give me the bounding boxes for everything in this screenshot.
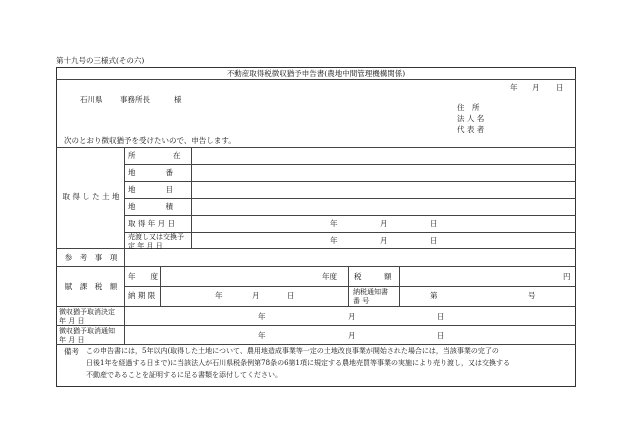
remarks-line-2: 日後1年を経過する日まで)に当該法人が石川県税条例第78条の6第1項に規定する農地売買等事業の実施により売り渡し，又は交換する: [86, 359, 510, 367]
remarks-line-3: 不動産であることを証明するに足る書類を添付してください。: [86, 371, 282, 379]
acquired-land-heading: 取 得 し た 土 地: [62, 192, 120, 201]
land-category-label: 地 目: [128, 185, 173, 194]
cancellation-notice-month: 月: [348, 331, 356, 340]
due-date-day: 日: [287, 291, 295, 300]
cancellation-decision-day: 日: [437, 312, 445, 321]
remarks-label: 備考: [64, 347, 79, 356]
form-title: 不動産取得税徴収猶予申告書(農地中間管理機構関係): [226, 69, 406, 78]
applicant-representative-label: 代 表 者: [457, 125, 485, 134]
submission-date-month: 月: [532, 83, 540, 92]
fiscal-year-label: 年 度: [128, 272, 158, 281]
sale-exchange-date-year: 年: [330, 236, 338, 245]
acquisition-date-month: 月: [380, 219, 388, 228]
notice-go: 号: [528, 291, 536, 300]
lot-number-label: 地 番: [128, 168, 173, 177]
fiscal-year-unit: 年度: [322, 272, 337, 281]
acquisition-date-label: 取 得 年 月 日: [128, 219, 176, 228]
addressee-office-head: 事務所長: [120, 95, 150, 104]
tax-amount-label: 税 額: [354, 272, 392, 281]
tax-notice-number-label: 納税通知書 番 号: [353, 288, 388, 305]
cancellation-notice-day: 日: [437, 331, 445, 340]
sale-exchange-date-day: 日: [430, 236, 438, 245]
land-area-label: 地 積: [128, 202, 173, 211]
cancellation-decision-month: 月: [348, 312, 356, 321]
addressee-honorific: 様: [174, 95, 182, 104]
cancellation-decision-date-label: 徴収猶予取消決定 年 月 日: [59, 308, 115, 325]
notice-dai: 第: [430, 291, 438, 300]
submission-date-year: 年: [510, 83, 518, 92]
addressee-prefecture: 石川県: [80, 95, 103, 104]
reference-label: 参 考 事 項: [64, 253, 118, 262]
sale-exchange-date-month: 月: [380, 236, 388, 245]
due-date-month: 月: [252, 291, 260, 300]
intro-text: 次のとおり徴収猶予を受けたいので、申告します。: [64, 136, 236, 145]
form-number: 第十九号の三様式(その六): [56, 56, 145, 65]
acquisition-date-day: 日: [430, 219, 438, 228]
location-label: 所 在: [128, 151, 181, 160]
assessed-tax-heading: 賦 課 税 額: [64, 282, 118, 291]
applicant-address-label: 住 所: [457, 103, 480, 112]
cancellation-decision-year: 年: [258, 312, 266, 321]
cancellation-notice-year: 年: [258, 331, 266, 340]
acquisition-date-year: 年: [330, 219, 338, 228]
due-date-label: 納 期 限: [128, 291, 156, 300]
applicant-corp-name-label: 法 人 名: [457, 114, 485, 123]
remarks-line-1: この申告書には，5年以内(取得した土地について、農用地造成事業等一定の土地改良事業が開始された場合には，当該事業の完了の: [86, 347, 499, 355]
cancellation-notice-date-label: 徴収猶予取消通知 年 月 日: [59, 327, 115, 344]
sale-exchange-date-label: 売渡し又は交換予 定 年 月 日: [128, 233, 184, 250]
submission-date-day: 日: [556, 83, 564, 92]
due-date-year: 年: [215, 291, 223, 300]
tax-amount-yen: 円: [563, 272, 571, 281]
